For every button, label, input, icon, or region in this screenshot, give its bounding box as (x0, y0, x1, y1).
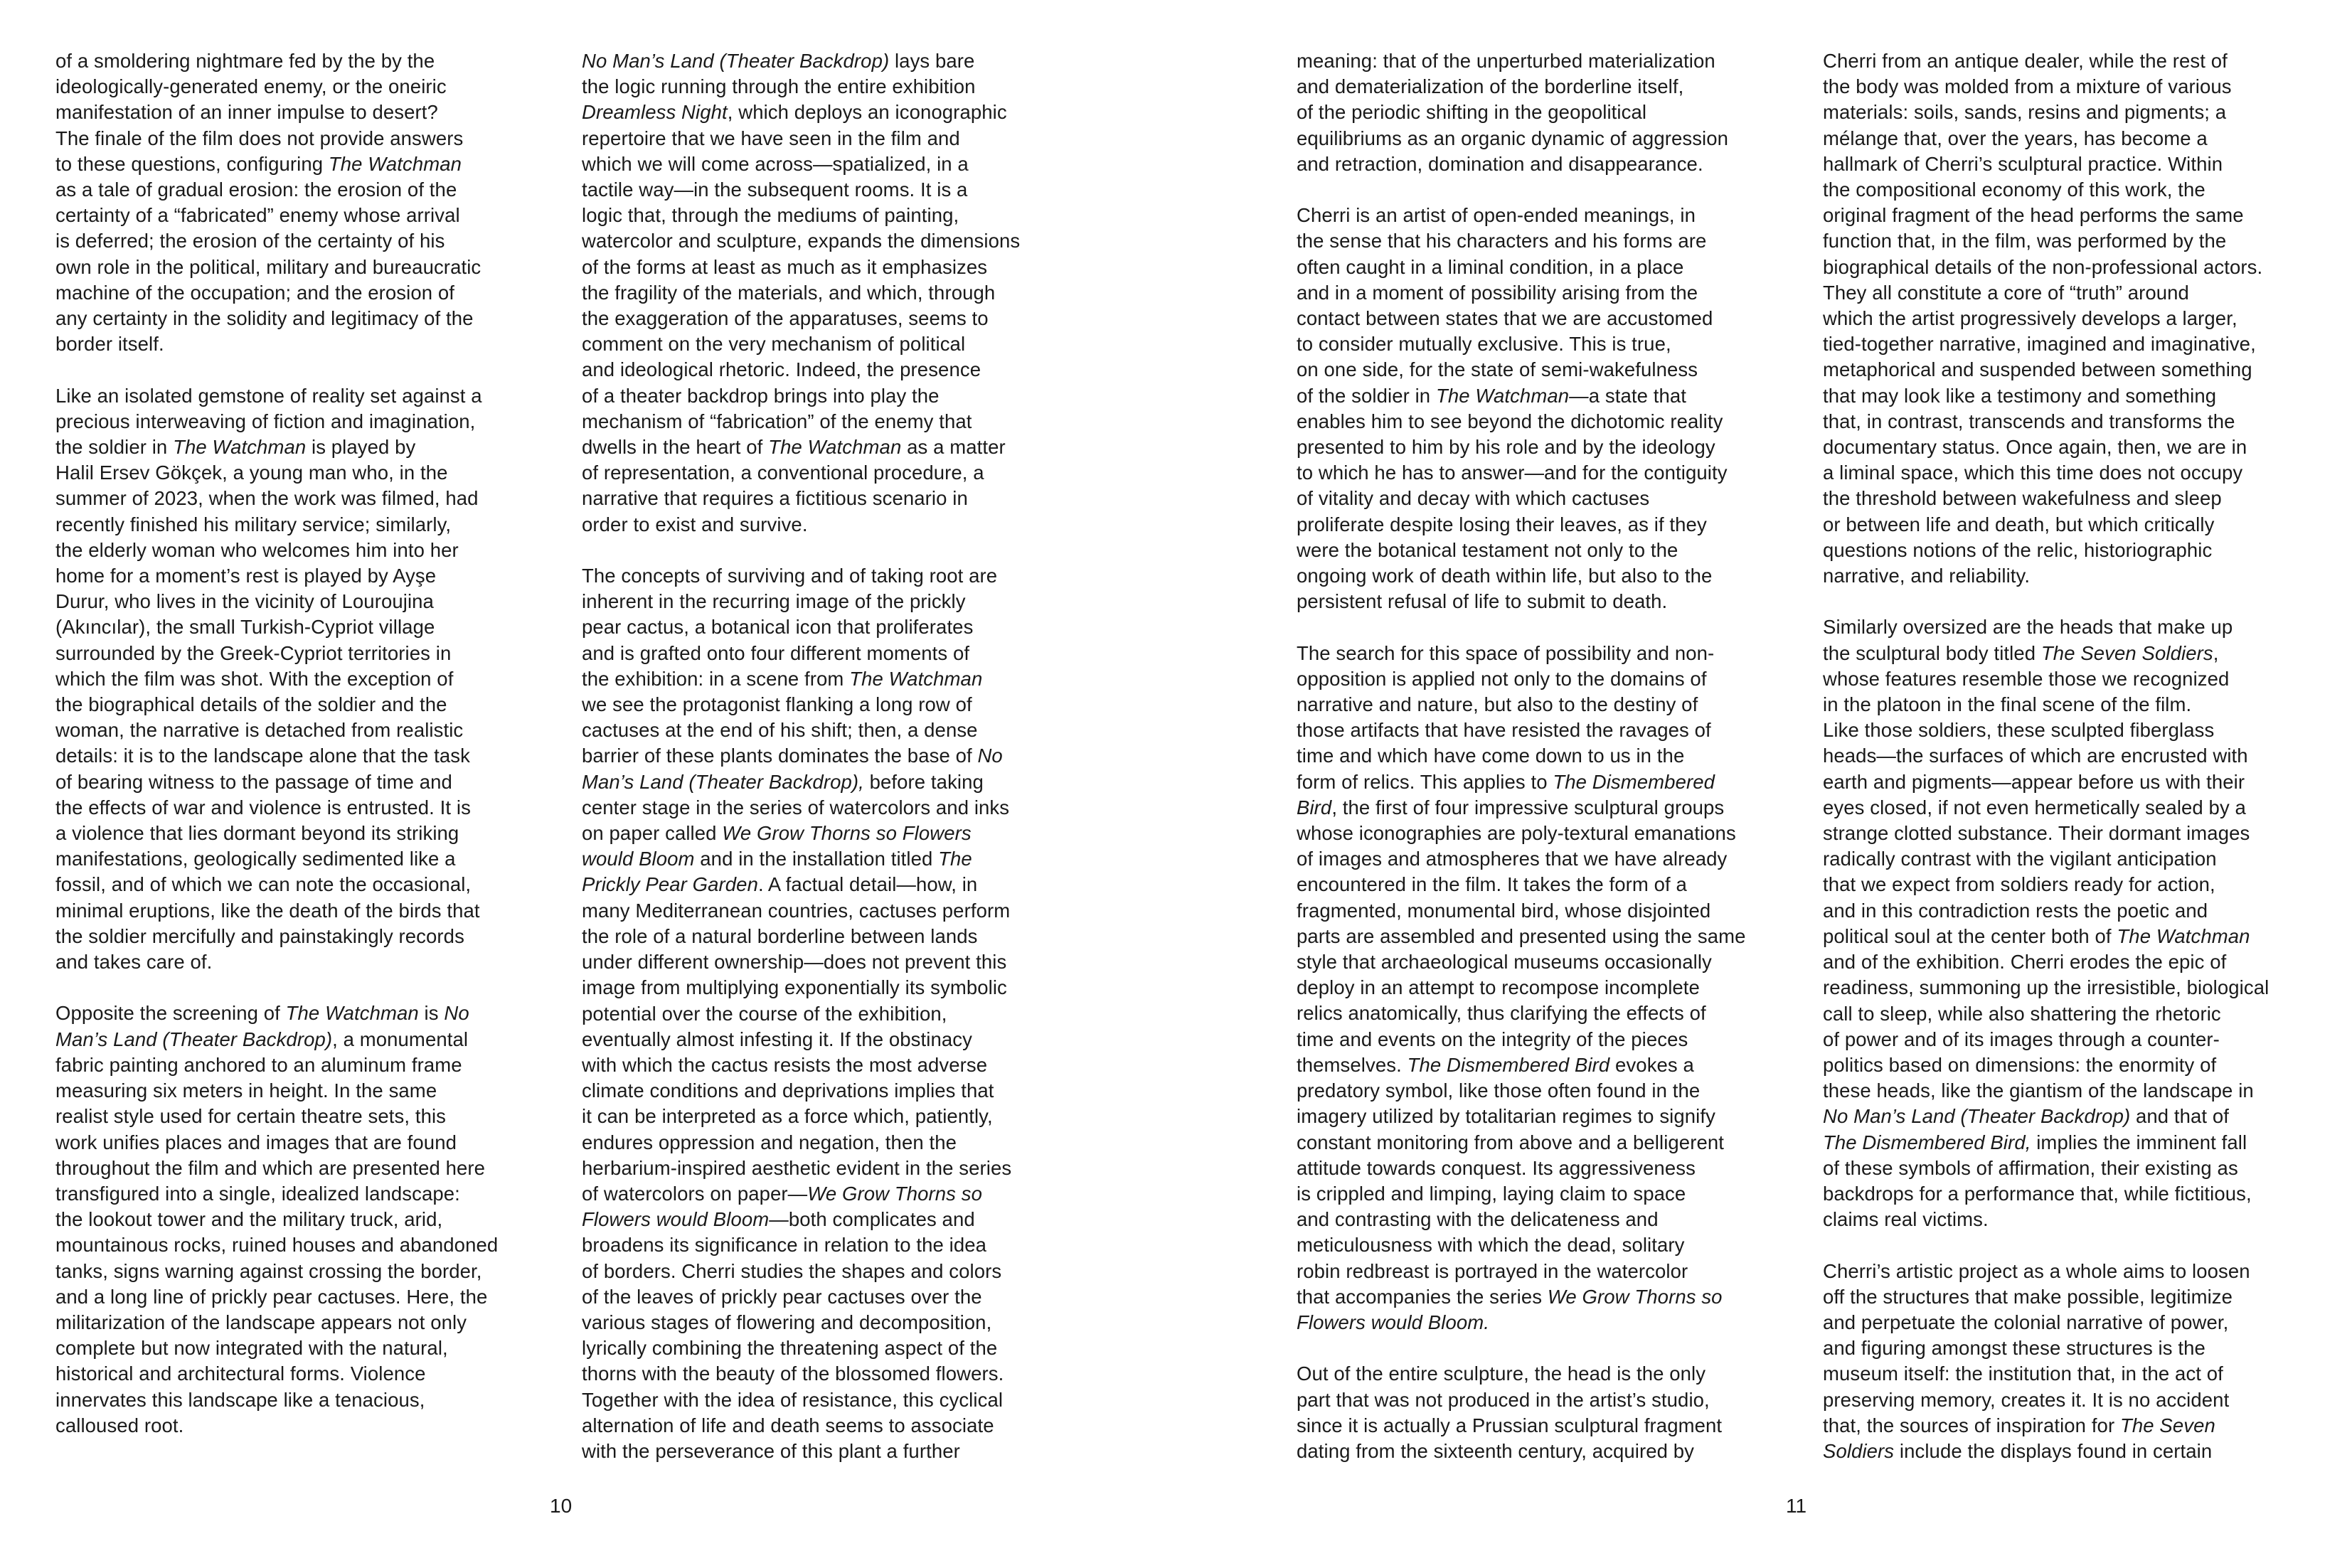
page-right (1176, 0, 2352, 1568)
text-line: cactuses at the end of his shift; then, a dense (582, 719, 978, 742)
text-line: complete but now integrated with the natural, (55, 1337, 448, 1360)
text-line: to which he has to answer—and for the contiguity (1297, 462, 1728, 484)
text-line: of bearing witness to the passage of time and (55, 770, 452, 793)
text-line: time and which have come down to us in the (1297, 745, 1685, 767)
text-line: which the film was shot. With the exception of (55, 667, 454, 690)
text-line: the threshold between wakefulness and sleep (1823, 487, 2222, 510)
text-line: and in a moment of possibility arising from the (1297, 281, 1698, 304)
text-line: of images and atmospheres that we have already (1297, 848, 1728, 870)
text-line: woman, the narrative is detached from realistic (55, 719, 464, 742)
text-line: parts are assembled and presented using the same (1297, 924, 1746, 947)
text-line: it can be interpreted as a force which, patiently, (582, 1105, 993, 1128)
text-line: center stage in the series of watercolors and inks (582, 796, 1010, 818)
text-line: deploy in an attempt to recompose incomplete (1297, 976, 1700, 999)
text-line: the sense that his characters and his forms are (1297, 230, 1707, 252)
text-line: ideologically-generated enemy, or the oneiric (55, 75, 447, 98)
text-line: Prickly Pear Garden. A factual detail—how, in (582, 873, 978, 896)
text-line: the compositional economy of this work, the (1823, 178, 2205, 201)
text-line: The concepts of surviving and of taking root are (582, 565, 998, 587)
text-line: equilibriums as an organic dynamic of aggression (1297, 127, 1729, 149)
text-line: throughout the film and which are presented here (55, 1156, 486, 1179)
text-line: strange clotted substance. Their dormant images (1823, 822, 2250, 845)
text-line: various stages of flowering and decomposition, (582, 1311, 992, 1333)
text-line: militarization of the landscape appears not only (55, 1311, 467, 1333)
text-column (1297, 48, 1787, 1464)
text-line: of the soldier in The Watchman—a state that (1297, 384, 1686, 407)
text-line: style that archaeological museums occasionally (1297, 951, 1712, 974)
text-line: of borders. Cherri studies the shapes and colors (582, 1259, 1002, 1282)
text-line: with the perseverance of this plant a further (582, 1439, 960, 1462)
text-line: time and events on the integrity of the pieces (1297, 1028, 1688, 1050)
page-number: 11 (1786, 1495, 1807, 1517)
text-line: Cherri from an antique dealer, while the rest of (1823, 50, 2228, 72)
text-line: of power and of its images through a counter- (1823, 1028, 2220, 1050)
text-line: tied-together narrative, imagined and imaginative, (1823, 333, 2256, 356)
text-line: Flowers would Bloom—both complicates and (582, 1208, 975, 1231)
text-line: of watercolors on paper—We Grow Thorns so (582, 1182, 982, 1205)
text-line: ongoing work of death within life, but also to the (1297, 565, 1713, 587)
text-line: since it is actually a Prussian sculptural fragment (1297, 1414, 1723, 1436)
text-line: heads—the surfaces of which are encrusted with (1823, 745, 2248, 767)
text-line: eventually almost infesting it. If the obstinacy (582, 1028, 972, 1050)
text-line: details: it is to the landscape alone that the task (55, 745, 470, 767)
text-line: Cherri’s artistic project as a whole aims to loosen (1823, 1259, 2250, 1282)
text-line: any certainty in the solidity and legitimacy of the (55, 307, 474, 330)
text-line: that we expect from soldiers ready for action, (1823, 873, 2215, 896)
text-line: original fragment of the head performs the same (1823, 204, 2244, 227)
text-line: and perpetuate the colonial narrative of power, (1823, 1311, 2229, 1333)
text-line: relics anatomically, thus clarifying the effects of (1297, 1002, 1706, 1025)
text-line: thorns with the beauty of the blossomed flowers. (582, 1362, 1004, 1385)
text-line: of vitality and decay with which cactuses (1297, 487, 1650, 510)
text-line: part that was not produced in the artist’s studio, (1297, 1388, 1710, 1411)
text-line: fossil, and of which we can note the occasional, (55, 873, 472, 896)
text-column (1823, 48, 2314, 1464)
text-line: backdrops for a performance that, while fictitious, (1823, 1182, 2252, 1205)
text-line: measuring six meters in height. In the same (55, 1079, 437, 1102)
text-line: and retraction, domination and disappearance. (1297, 152, 1703, 175)
text-line: innervates this landscape like a tenacious, (55, 1388, 425, 1411)
text-line: Opposite the screening of The Watchman is No (55, 1002, 469, 1025)
text-line: documentary status. Once again, then, we are in (1823, 436, 2247, 459)
text-line: were the botanical testament not only to the (1297, 538, 1678, 561)
text-line: under different ownership—does not prevent this (582, 951, 1007, 974)
text-line: The Dismembered Bird, implies the imminent fall (1823, 1131, 2247, 1153)
text-line: the lookout tower and the military truck, arid, (55, 1208, 443, 1231)
text-line: a liminal space, which this time does not occupy (1823, 462, 2243, 484)
text-line: of a smoldering nightmare fed by the by the (55, 50, 435, 72)
text-line: the biographical details of the soldier and the (55, 693, 447, 716)
text-line: Dreamless Night, which deploys an iconographic (582, 101, 1007, 124)
text-line: meticulousness with which the dead, solitary (1297, 1234, 1685, 1257)
text-line: Out of the entire sculpture, the head is the only (1297, 1362, 1706, 1385)
text-line: call to sleep, while also shattering the rhetoric (1823, 1002, 2221, 1025)
text-line: the soldier in The Watchman is played by (55, 436, 416, 459)
text-line: eyes closed, if not even hermetically sealed by a (1823, 796, 2246, 818)
text-line: potential over the course of the exhibition, (582, 1002, 947, 1025)
text-line: imagery utilized by totalitarian regimes to signify (1297, 1105, 1715, 1128)
text-line: materials: soils, sands, resins and pigments; a (1823, 101, 2227, 124)
text-line: opposition is applied not only to the domains of (1297, 667, 1707, 690)
text-line: narrative, and reliability. (1823, 565, 2031, 587)
text-line: Like those soldiers, these sculpted fiberglass (1823, 719, 2215, 742)
text-line: Durur, who lives in the vicinity of Louroujina (55, 590, 434, 613)
text-line: form of relics. This applies to The Dismembered (1297, 770, 1715, 793)
text-line: as a tale of gradual erosion: the erosion of the (55, 178, 457, 201)
text-line: those artifacts that have resisted the ravages of (1297, 719, 1711, 742)
text-line: manifestations, geologically sedimented like a (55, 848, 456, 870)
text-line: The finale of the film does not provide answers (55, 127, 464, 149)
text-line: whose iconographies are poly-textural emanations (1297, 822, 1736, 845)
text-line: broadens its significance in relation to the idea (582, 1234, 986, 1257)
text-line: precious interweaving of fiction and imagination, (55, 410, 476, 432)
text-line: would Bloom and in the installation titled The (582, 848, 972, 870)
text-line: endures oppression and negation, then the (582, 1131, 957, 1153)
paragraph (55, 48, 546, 357)
text-line: tanks, signs warning against crossing the border, (55, 1259, 482, 1282)
text-line: order to exist and survive. (582, 513, 808, 535)
paragraph (1823, 48, 2314, 589)
text-line: to these questions, configuring The Watchman (55, 152, 462, 175)
text-line: radically contrast with the vigilant anticipation (1823, 848, 2217, 870)
text-line: calloused root. (55, 1414, 184, 1436)
text-line: is deferred; the erosion of the certainty of his (55, 230, 445, 252)
text-line: politics based on dimensions: the enormity of (1823, 1053, 2217, 1076)
text-line: dwells in the heart of The Watchman as a matter (582, 436, 1006, 459)
text-line: we see the protagonist flanking a long row of (582, 693, 972, 716)
text-line: presented to him by his role and by the ideology (1297, 436, 1715, 459)
text-line: Halil Ersev Gökçek, a young man who, in the (55, 462, 448, 484)
text-line: home for a moment’s rest is played by Ayşe (55, 565, 437, 587)
text-line: claims real victims. (1823, 1208, 1989, 1231)
text-line: of these symbols of affirmation, their existing as (1823, 1156, 2238, 1179)
paragraph (55, 383, 546, 976)
paragraph (582, 48, 1073, 538)
text-line: and a long line of prickly pear cactuses. Here, the (55, 1285, 488, 1308)
text-line: predatory symbol, like those often found in the (1297, 1079, 1701, 1102)
text-line: the soldier mercifully and painstakingly records (55, 924, 464, 947)
text-line: and dematerialization of the borderline itself, (1297, 75, 1684, 98)
text-line: Like an isolated gemstone of reality set against a (55, 384, 482, 407)
text-line: hallmark of Cherri’s sculptural practice. Within (1823, 152, 2223, 175)
text-line: contact between states that we are accustomed (1297, 307, 1713, 330)
text-line: fragmented, monumental bird, whose disjointed (1297, 899, 1711, 922)
text-line: mélange that, over the years, has become a (1823, 127, 2208, 149)
text-line: constant monitoring from above and a belligerent (1297, 1131, 1724, 1153)
text-line: meaning: that of the unperturbed materialization (1297, 50, 1715, 72)
text-line: of the periodic shifting in the geopolitical (1297, 101, 1647, 124)
text-line: minimal eruptions, like the death of the birds that (55, 899, 480, 922)
text-line: museum itself: the institution that, in the act of (1823, 1362, 2223, 1385)
text-line: Flowers would Bloom. (1297, 1311, 1489, 1333)
text-line: preserving memory, creates it. It is no accident (1823, 1388, 2230, 1411)
text-line: logic that, through the mediums of painting, (582, 204, 959, 227)
text-line: the elderly woman who welcomes him into her (55, 538, 459, 561)
text-line: with which the cactus resists the most adverse (582, 1053, 988, 1076)
text-line: the role of a natural borderline between lands (582, 924, 978, 947)
text-line: No Man’s Land (Theater Backdrop) and that of (1823, 1105, 2230, 1128)
text-line: biographical details of the non-professional actors. (1823, 255, 2263, 278)
text-line: that may look like a testimony and something (1823, 384, 2217, 407)
text-line: Cherri is an artist of open-ended meanings, in (1297, 204, 1696, 227)
text-line: to consider mutually exclusive. This is true, (1297, 333, 1671, 356)
text-line: The search for this space of possibility and non- (1297, 641, 1715, 664)
text-line: questions notions of the relic, historiographic (1823, 538, 2213, 561)
text-line: whose features resemble those we recognized (1823, 667, 2230, 690)
text-line: the logic running through the entire exhibition (582, 75, 976, 98)
text-line: fabric painting anchored to an aluminum frame (55, 1053, 462, 1076)
text-line: proliferate despite losing their leaves, as if they (1297, 513, 1707, 535)
text-line: of the leaves of prickly pear cactuses over the (582, 1285, 982, 1308)
text-line: encountered in the film. It takes the form of a (1297, 873, 1687, 896)
text-line: the fragility of the materials, and which, through (582, 281, 996, 304)
text-line: the effects of war and violence is entrusted. It is (55, 796, 471, 818)
text-line: They all constitute a core of “truth” around (1823, 281, 2189, 304)
text-line: the sculptural body titled The Seven Soldiers, (1823, 641, 2219, 664)
text-line: transfigured into a single, idealized landscape: (55, 1182, 460, 1205)
text-line: image from multiplying exponentially its symbolic (582, 976, 1007, 999)
text-line: and is grafted onto four different moments of (582, 641, 970, 664)
text-line: is crippled and limping, laying claim to space (1297, 1182, 1686, 1205)
page-number: 10 (550, 1495, 573, 1517)
text-line: (Akıncılar), the small Turkish-Cypriot village (55, 616, 435, 639)
text-line: tactile way—in the subsequent rooms. It is a (582, 178, 968, 201)
text-line: alternation of life and death seems to associate (582, 1414, 994, 1436)
text-line: and of the exhibition. Cherri erodes the epic of (1823, 951, 2227, 974)
text-line: and takes care of. (55, 951, 213, 974)
text-line: attitude towards conquest. Its aggressiveness (1297, 1156, 1696, 1179)
text-line: Man’s Land (Theater Backdrop), before taking (582, 770, 984, 793)
text-line: or between life and death, but which critically (1823, 513, 2215, 535)
text-line: political soul at the center both of The Watchman (1823, 924, 2250, 947)
text-column (55, 48, 546, 1439)
text-line: of a theater backdrop brings into play the (582, 384, 940, 407)
text-line: summer of 2023, when the work was filmed, had (55, 487, 479, 510)
text-line: machine of the occupation; and the erosion of (55, 281, 454, 304)
text-line: function that, in the film, was performed by the (1823, 230, 2227, 252)
text-line: barrier of these plants dominates the base of No (582, 745, 1003, 767)
text-line: and in this contradiction rests the poetic and (1823, 899, 2208, 922)
text-line: in the platoon in the final scene of the film. (1823, 693, 2192, 716)
paragraph (582, 563, 1073, 1464)
text-line: of representation, a conventional procedure, a (582, 462, 984, 484)
text-line: often caught in a liminal condition, in a place (1297, 255, 1684, 278)
text-line: robin redbreast is portrayed in the watercolor (1297, 1259, 1688, 1282)
paragraph (1297, 641, 1787, 1335)
text-line: climate conditions and deprivations implies that (582, 1079, 994, 1102)
text-line: earth and pigments—appear before us with their (1823, 770, 2245, 793)
text-line: pear cactus, a botanical icon that proliferates (582, 616, 974, 639)
text-line: inherent in the recurring image of the prickly (582, 590, 966, 613)
text-line: mechanism of “fabrication” of the enemy that (582, 410, 972, 432)
text-line: herbarium-inspired aesthetic evident in the series (582, 1156, 1012, 1179)
paragraph (1297, 203, 1787, 614)
text-line: mountainous rocks, ruined houses and abandoned (55, 1234, 499, 1257)
text-line: and ideological rhetoric. Indeed, the presence (582, 358, 981, 381)
text-line: repertoire that we have seen in the film and (582, 127, 960, 149)
text-line: on one side, for the state of semi-wakefulness (1297, 358, 1698, 381)
text-line: a violence that lies dormant beyond its striking (55, 822, 459, 845)
text-line: these heads, like the giantism of the landscape in (1823, 1079, 2254, 1102)
text-line: Similarly oversized are the heads that make up (1823, 616, 2233, 639)
text-line: that accompanies the series We Grow Thorns so (1297, 1285, 1723, 1308)
text-line: watercolor and sculpture, expands the dimensions (582, 230, 1021, 252)
text-line: narrative that requires a fictitious scenario in (582, 487, 968, 510)
text-line: border itself. (55, 333, 164, 356)
text-line: themselves. The Dismembered Bird evokes a (1297, 1053, 1694, 1076)
text-line: which the artist progressively develops a larger, (1823, 307, 2237, 330)
text-line: work unifies places and images that are found (55, 1131, 457, 1153)
text-line: off the structures that make possible, legitimize (1823, 1285, 2233, 1308)
text-line: that, in contrast, transcends and transforms the (1823, 410, 2235, 432)
text-line: Together with the idea of resistance, this cyclical (582, 1388, 1004, 1411)
text-line: lyrically combining the threatening aspect of the (582, 1337, 998, 1360)
paragraph (1297, 1361, 1787, 1464)
paragraph (1297, 48, 1787, 177)
text-column (582, 48, 1073, 1464)
paragraph (55, 1001, 546, 1438)
text-line: that, the sources of inspiration for The Seven (1823, 1414, 2215, 1436)
text-line: the body was molded from a mixture of various (1823, 75, 2232, 98)
text-line: recently finished his military service; similarly, (55, 513, 452, 535)
text-line: No Man’s Land (Theater Backdrop) lays bare (582, 50, 975, 72)
text-line: dating from the sixteenth century, acquired by (1297, 1439, 1694, 1462)
paragraph (1823, 614, 2314, 1232)
text-line: many Mediterranean countries, cactuses perform (582, 899, 1011, 922)
text-line: the exhibition: in a scene from The Watchman (582, 667, 983, 690)
text-line: Bird, the first of four impressive sculptural groups (1297, 796, 1725, 818)
text-line: metaphorical and suspended between something (1823, 358, 2252, 381)
text-line: and figuring amongst these structures is the (1823, 1337, 2205, 1360)
text-line: narrative and nature, but also to the destiny of (1297, 693, 1698, 716)
text-line: of the forms at least as much as it emphasizes (582, 255, 988, 278)
text-line: and contrasting with the delicateness and (1297, 1208, 1659, 1231)
text-line: enables him to see beyond the dichotomic reality (1297, 410, 1723, 432)
text-line: historical and architectural forms. Violence (55, 1362, 426, 1385)
text-line: Man’s Land (Theater Backdrop), a monumental (55, 1028, 469, 1050)
text-line: certainty of a “fabricated” enemy whose arrival (55, 204, 460, 227)
text-line: Soldiers include the displays found in certain (1823, 1439, 2213, 1462)
text-line: on paper called We Grow Thorns so Flowers (582, 822, 972, 845)
text-line: the exaggeration of the apparatuses, seems to (582, 307, 989, 330)
text-line: which we will come across—spatialized, in a (582, 152, 969, 175)
text-line: comment on the very mechanism of political (582, 333, 966, 356)
paragraph (1823, 1259, 2314, 1465)
text-line: manifestation of an inner impulse to desert? (55, 101, 438, 124)
text-line: realist style used for certain theatre sets, this (55, 1105, 447, 1128)
text-line: persistent refusal of life to submit to death. (1297, 590, 1668, 613)
text-line: surrounded by the Greek-Cypriot territories in (55, 641, 452, 664)
text-line: own role in the political, military and bureaucratic (55, 255, 481, 278)
text-line: readiness, summoning up the irresistible, biological (1823, 976, 2269, 999)
